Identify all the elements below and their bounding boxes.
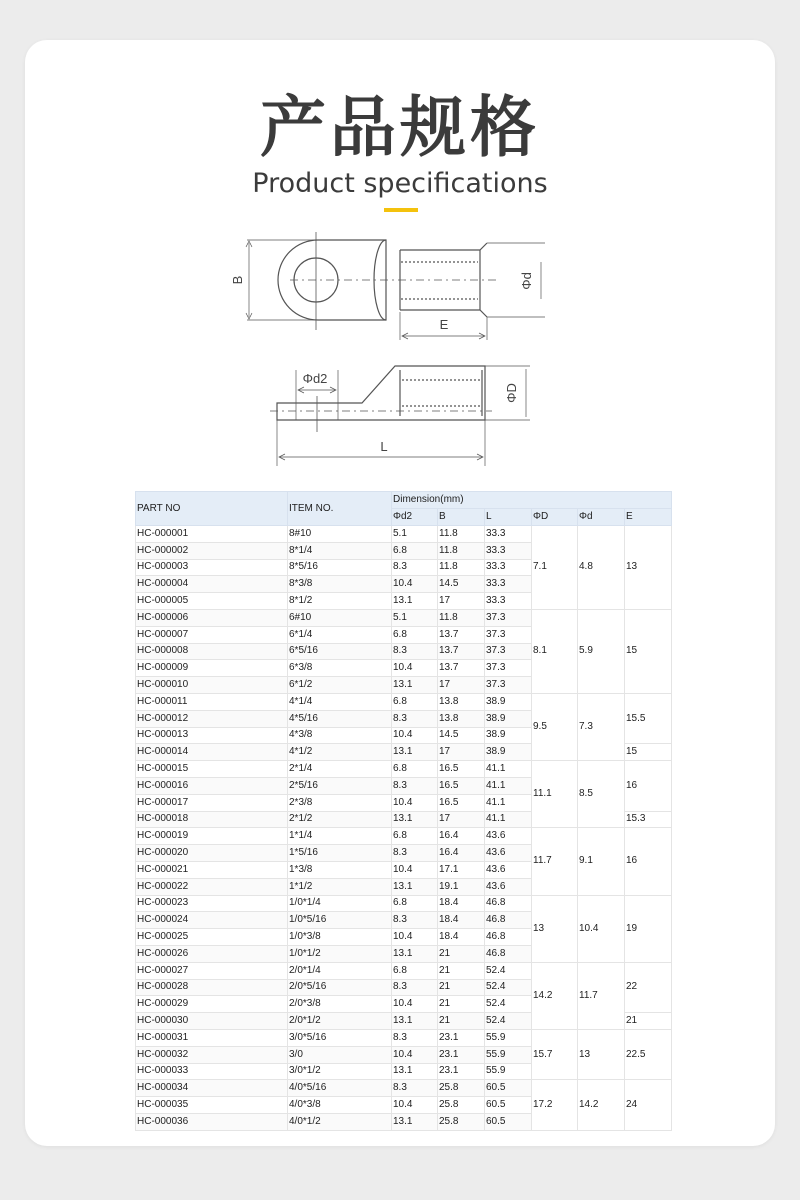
b-cell: 23.1 (438, 1063, 485, 1080)
item-no-cell: 3/0*1/2 (288, 1063, 392, 1080)
b-cell: 13.7 (438, 643, 485, 660)
phi-big-d-cell: 11.7 (532, 828, 578, 895)
l-cell: 46.8 (485, 929, 532, 946)
item-no-cell: 6*1/4 (288, 626, 392, 643)
b-cell: 25.8 (438, 1113, 485, 1130)
e-cell: 15.5 (625, 693, 672, 743)
l-cell: 38.9 (485, 744, 532, 761)
phi-d-cell: 13 (578, 1029, 625, 1079)
phi-d-cell: 7.3 (578, 693, 625, 760)
label-phi-big-d: ΦD (504, 383, 519, 403)
l-cell: 60.5 (485, 1113, 532, 1130)
d2-cell: 13.1 (392, 811, 438, 828)
part-no-cell: HC-000025 (136, 929, 288, 946)
e-cell: 13 (625, 526, 672, 610)
b-cell: 11.8 (438, 559, 485, 576)
phi-big-d-cell: 15.7 (532, 1029, 578, 1079)
item-no-cell: 1*1/4 (288, 828, 392, 845)
part-no-cell: HC-000030 (136, 1013, 288, 1030)
part-no-cell: HC-000036 (136, 1113, 288, 1130)
d2-cell: 10.4 (392, 1046, 438, 1063)
b-cell: 11.8 (438, 609, 485, 626)
part-no-cell: HC-000007 (136, 626, 288, 643)
l-cell: 33.3 (485, 559, 532, 576)
part-no-cell: HC-000022 (136, 878, 288, 895)
d2-cell: 6.8 (392, 895, 438, 912)
label-e: E (439, 317, 449, 332)
e-cell: 21 (625, 1013, 672, 1030)
l-cell: 52.4 (485, 996, 532, 1013)
b-cell: 14.5 (438, 727, 485, 744)
d2-cell: 6.8 (392, 626, 438, 643)
item-no-cell: 8*1/4 (288, 542, 392, 559)
header-phi-big-d: ΦD (532, 509, 578, 526)
b-cell: 18.4 (438, 895, 485, 912)
part-no-cell: HC-000005 (136, 593, 288, 610)
l-cell: 41.1 (485, 761, 532, 778)
l-cell: 52.4 (485, 1013, 532, 1030)
part-no-cell: HC-000033 (136, 1063, 288, 1080)
item-no-cell: 6*3/8 (288, 660, 392, 677)
d2-cell: 13.1 (392, 1113, 438, 1130)
e-cell: 15 (625, 609, 672, 693)
part-no-cell: HC-000016 (136, 777, 288, 794)
table-row (136, 526, 672, 543)
item-no-cell: 1/0*5/16 (288, 912, 392, 929)
item-no-cell: 1*1/2 (288, 878, 392, 895)
e-cell: 15.3 (625, 811, 672, 828)
l-cell: 33.3 (485, 593, 532, 610)
d2-cell: 10.4 (392, 794, 438, 811)
l-cell: 37.3 (485, 626, 532, 643)
phi-big-d-cell: 13 (532, 895, 578, 962)
part-no-cell: HC-000026 (136, 945, 288, 962)
phi-d-cell: 10.4 (578, 895, 625, 962)
d2-cell: 10.4 (392, 660, 438, 677)
page-title-chinese: 产品规格 (260, 89, 540, 166)
d2-cell: 8.3 (392, 710, 438, 727)
phi-d-cell: 8.5 (578, 761, 625, 828)
d2-cell: 8.3 (392, 912, 438, 929)
b-cell: 14.5 (438, 576, 485, 593)
part-no-cell: HC-000008 (136, 643, 288, 660)
part-no-cell: HC-000009 (136, 660, 288, 677)
phi-d-cell: 5.9 (578, 609, 625, 693)
product-spec-table (135, 491, 672, 1131)
label-l: L (380, 439, 388, 454)
l-cell: 37.3 (485, 609, 532, 626)
item-no-cell: 1*3/8 (288, 861, 392, 878)
part-no-cell: HC-000002 (136, 542, 288, 559)
part-no-cell: HC-000023 (136, 895, 288, 912)
l-cell: 43.6 (485, 861, 532, 878)
phi-big-d-cell: 14.2 (532, 962, 578, 1029)
part-no-cell: HC-000003 (136, 559, 288, 576)
d2-cell: 13.1 (392, 593, 438, 610)
header-b: B (438, 509, 485, 526)
l-cell: 33.3 (485, 542, 532, 559)
item-no-cell: 4/0*1/2 (288, 1113, 392, 1130)
item-no-cell: 2*3/8 (288, 794, 392, 811)
l-cell: 52.4 (485, 979, 532, 996)
d2-cell: 6.8 (392, 693, 438, 710)
label-b: B (230, 275, 245, 285)
d2-cell: 13.1 (392, 677, 438, 694)
part-no-cell: HC-000032 (136, 1046, 288, 1063)
b-cell: 17 (438, 811, 485, 828)
item-no-cell: 8#10 (288, 526, 392, 543)
table-row (136, 609, 672, 626)
d2-cell: 6.8 (392, 962, 438, 979)
top-view-drawing (246, 232, 545, 340)
d2-cell: 5.1 (392, 609, 438, 626)
b-cell: 17 (438, 744, 485, 761)
header-e: E (625, 509, 672, 526)
d2-cell: 5.1 (392, 526, 438, 543)
part-no-cell: HC-000024 (136, 912, 288, 929)
b-cell: 21 (438, 1013, 485, 1030)
part-no-cell: HC-000020 (136, 845, 288, 862)
table-row (136, 962, 672, 979)
l-cell: 41.1 (485, 794, 532, 811)
item-no-cell: 6*5/16 (288, 643, 392, 660)
item-no-cell: 3/0 (288, 1046, 392, 1063)
b-cell: 18.4 (438, 929, 485, 946)
part-no-cell: HC-000019 (136, 828, 288, 845)
item-no-cell: 3/0*5/16 (288, 1029, 392, 1046)
label-phi-d2: Φd2 (302, 371, 328, 386)
item-no-cell: 4*3/8 (288, 727, 392, 744)
phi-d-cell: 9.1 (578, 828, 625, 895)
b-cell: 16.4 (438, 845, 485, 862)
part-no-cell: HC-000034 (136, 1080, 288, 1097)
l-cell: 55.9 (485, 1046, 532, 1063)
d2-cell: 13.1 (392, 878, 438, 895)
l-cell: 46.8 (485, 912, 532, 929)
part-no-cell: HC-000010 (136, 677, 288, 694)
d2-cell: 8.3 (392, 845, 438, 862)
item-no-cell: 1/0*1/2 (288, 945, 392, 962)
item-no-cell: 4/0*5/16 (288, 1080, 392, 1097)
b-cell: 13.8 (438, 693, 485, 710)
l-cell: 43.6 (485, 845, 532, 862)
table-row (136, 1080, 672, 1097)
item-no-cell: 4/0*3/8 (288, 1097, 392, 1114)
part-no-cell: HC-000021 (136, 861, 288, 878)
header-item-no: ITEM NO. (288, 492, 392, 526)
part-no-cell: HC-000035 (136, 1097, 288, 1114)
d2-cell: 6.8 (392, 761, 438, 778)
item-no-cell: 1/0*3/8 (288, 929, 392, 946)
b-cell: 19.1 (438, 878, 485, 895)
item-no-cell: 4*1/2 (288, 744, 392, 761)
b-cell: 21 (438, 996, 485, 1013)
phi-d-cell: 4.8 (578, 526, 625, 610)
d2-cell: 13.1 (392, 1063, 438, 1080)
b-cell: 11.8 (438, 542, 485, 559)
d2-cell: 8.3 (392, 777, 438, 794)
phi-d-cell: 14.2 (578, 1080, 625, 1130)
b-cell: 11.8 (438, 526, 485, 543)
phi-big-d-cell: 9.5 (532, 693, 578, 760)
part-no-cell: HC-000031 (136, 1029, 288, 1046)
d2-cell: 6.8 (392, 542, 438, 559)
b-cell: 17 (438, 593, 485, 610)
d2-cell: 8.3 (392, 1029, 438, 1046)
d2-cell: 8.3 (392, 1080, 438, 1097)
b-cell: 13.8 (438, 710, 485, 727)
b-cell: 18.4 (438, 912, 485, 929)
item-no-cell: 6*1/2 (288, 677, 392, 694)
d2-cell: 6.8 (392, 828, 438, 845)
item-no-cell: 2*1/4 (288, 761, 392, 778)
l-cell: 46.8 (485, 895, 532, 912)
item-no-cell: 4*5/16 (288, 710, 392, 727)
e-cell: 22 (625, 962, 672, 1012)
l-cell: 41.1 (485, 811, 532, 828)
d2-cell: 10.4 (392, 727, 438, 744)
l-cell: 55.9 (485, 1063, 532, 1080)
part-no-cell: HC-000001 (136, 526, 288, 543)
part-no-cell: HC-000015 (136, 761, 288, 778)
l-cell: 37.3 (485, 643, 532, 660)
item-no-cell: 2/0*1/4 (288, 962, 392, 979)
part-no-cell: HC-000012 (136, 710, 288, 727)
spec-table-body (136, 526, 672, 1131)
d2-cell: 10.4 (392, 1097, 438, 1114)
table-row (136, 828, 672, 845)
d2-cell: 8.3 (392, 643, 438, 660)
header-phi-d: Φd (578, 509, 625, 526)
table-row (136, 761, 672, 778)
page-title-english: Product specifications (252, 168, 548, 199)
phi-big-d-cell: 7.1 (532, 526, 578, 610)
d2-cell: 10.4 (392, 929, 438, 946)
e-cell: 24 (625, 1080, 672, 1130)
b-cell: 21 (438, 962, 485, 979)
item-no-cell: 8*1/2 (288, 593, 392, 610)
b-cell: 25.8 (438, 1080, 485, 1097)
terminal-lug-dimension-diagram (228, 222, 558, 474)
l-cell: 38.9 (485, 727, 532, 744)
table-row (136, 1029, 672, 1046)
l-cell: 55.9 (485, 1029, 532, 1046)
l-cell: 38.9 (485, 710, 532, 727)
part-no-cell: HC-000027 (136, 962, 288, 979)
d2-cell: 10.4 (392, 576, 438, 593)
e-cell: 16 (625, 828, 672, 895)
d2-cell: 8.3 (392, 559, 438, 576)
item-no-cell: 6#10 (288, 609, 392, 626)
label-phi-d: Φd (519, 272, 534, 290)
e-cell: 22.5 (625, 1029, 672, 1079)
part-no-cell: HC-000013 (136, 727, 288, 744)
l-cell: 43.6 (485, 878, 532, 895)
l-cell: 33.3 (485, 576, 532, 593)
b-cell: 25.8 (438, 1097, 485, 1114)
b-cell: 23.1 (438, 1046, 485, 1063)
d2-cell: 10.4 (392, 996, 438, 1013)
table-row (136, 693, 672, 710)
item-no-cell: 4*1/4 (288, 693, 392, 710)
part-no-cell: HC-000011 (136, 693, 288, 710)
l-cell: 41.1 (485, 777, 532, 794)
d2-cell: 8.3 (392, 979, 438, 996)
table-row (136, 895, 672, 912)
part-no-cell: HC-000028 (136, 979, 288, 996)
header-part-no: PART NO (136, 492, 288, 526)
phi-big-d-cell: 8.1 (532, 609, 578, 693)
l-cell: 37.3 (485, 677, 532, 694)
header-dimension: Dimension(mm) (392, 492, 672, 509)
b-cell: 23.1 (438, 1029, 485, 1046)
part-no-cell: HC-000017 (136, 794, 288, 811)
item-no-cell: 2*5/16 (288, 777, 392, 794)
l-cell: 52.4 (485, 962, 532, 979)
item-no-cell: 2/0*1/2 (288, 1013, 392, 1030)
b-cell: 17 (438, 677, 485, 694)
part-no-cell: HC-000029 (136, 996, 288, 1013)
item-no-cell: 8*5/16 (288, 559, 392, 576)
b-cell: 16.5 (438, 777, 485, 794)
l-cell: 60.5 (485, 1097, 532, 1114)
b-cell: 16.5 (438, 761, 485, 778)
item-no-cell: 8*3/8 (288, 576, 392, 593)
item-no-cell: 1*5/16 (288, 845, 392, 862)
item-no-cell: 1/0*1/4 (288, 895, 392, 912)
b-cell: 21 (438, 945, 485, 962)
b-cell: 13.7 (438, 626, 485, 643)
l-cell: 33.3 (485, 526, 532, 543)
header-l: L (485, 509, 532, 526)
d2-cell: 10.4 (392, 861, 438, 878)
e-cell: 15 (625, 744, 672, 761)
item-no-cell: 2/0*5/16 (288, 979, 392, 996)
b-cell: 16.5 (438, 794, 485, 811)
d2-cell: 13.1 (392, 945, 438, 962)
header-d2: Φd2 (392, 509, 438, 526)
part-no-cell: HC-000004 (136, 576, 288, 593)
d2-cell: 13.1 (392, 744, 438, 761)
e-cell: 16 (625, 761, 672, 811)
l-cell: 37.3 (485, 660, 532, 677)
part-no-cell: HC-000014 (136, 744, 288, 761)
l-cell: 46.8 (485, 945, 532, 962)
d2-cell: 13.1 (392, 1013, 438, 1030)
phi-big-d-cell: 17.2 (532, 1080, 578, 1130)
b-cell: 21 (438, 979, 485, 996)
l-cell: 43.6 (485, 828, 532, 845)
e-cell: 19 (625, 895, 672, 962)
l-cell: 38.9 (485, 693, 532, 710)
part-no-cell: HC-000006 (136, 609, 288, 626)
b-cell: 17.1 (438, 861, 485, 878)
item-no-cell: 2*1/2 (288, 811, 392, 828)
item-no-cell: 2/0*3/8 (288, 996, 392, 1013)
phi-d-cell: 11.7 (578, 962, 625, 1029)
l-cell: 60.5 (485, 1080, 532, 1097)
title-accent-bar (384, 208, 418, 212)
phi-big-d-cell: 11.1 (532, 761, 578, 828)
b-cell: 13.7 (438, 660, 485, 677)
b-cell: 16.4 (438, 828, 485, 845)
part-no-cell: HC-000018 (136, 811, 288, 828)
